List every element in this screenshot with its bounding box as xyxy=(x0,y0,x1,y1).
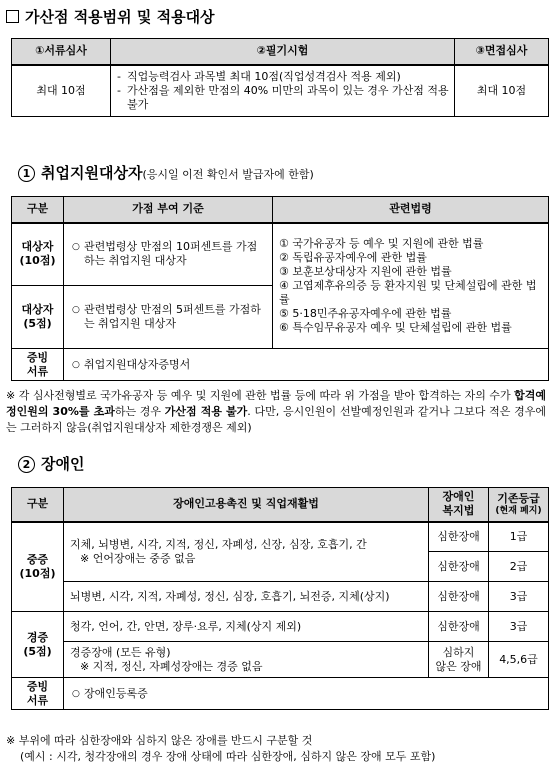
proof-label: 증빙 서류 xyxy=(12,678,64,710)
header-employment-act: 장애인고용촉진 및 직업재활법 xyxy=(64,488,429,522)
proof-label: 증빙 서류 xyxy=(12,349,64,381)
proof-text: ○ 취업지원대상자증명서 xyxy=(70,358,542,372)
mild-row1-desc: 청각, 언어, 간, 안면, 장루·요루, 지체(상지 제외) xyxy=(64,612,429,642)
law-item: ⑤ 5·18민주유공자예우에 관한 법률 xyxy=(279,306,452,320)
note-text: . 다만, 응시인원이 선발예정인원과 같거나 그보다 적은 경우에는 그러하지 않음(취업지원대상자 제한경쟁은 제외) xyxy=(6,405,546,434)
severe-row3-desc: 뇌병변, 시각, 지적, 자폐성, 정신, 심장, 호흡기, 뇌전증, 지체(상지) xyxy=(64,582,429,612)
grade-value: 2급 xyxy=(489,552,549,582)
proof-document xyxy=(64,678,549,710)
header-old-grade xyxy=(489,488,549,522)
document-review-score: 최대 10점 xyxy=(12,65,111,117)
severe-category: 중증 (10점) xyxy=(12,522,64,612)
criteria-5pt xyxy=(64,286,273,349)
note-line: (예시 : 시각, 청각장애의 경우 장애 상태에 따라 심한장애, 심하지 않은 장애 모두 포함) xyxy=(20,750,436,763)
section1-heading xyxy=(18,162,314,183)
section-number-badge: 2 xyxy=(18,456,35,473)
note-line: ※ 부위에 따라 심한장애와 심하지 않은 장애를 반드시 구분할 것 xyxy=(6,734,313,747)
category-10pt: 대상자 (10점) xyxy=(12,223,64,286)
proof-text: ○ 장애인등록증 xyxy=(70,687,542,701)
welfare-value: 심하지 않은 장애 xyxy=(429,642,489,678)
section1-subtitle: (응시일 이전 확인서 발급자에 한함) xyxy=(142,168,314,181)
law-item: ③ 보훈보상대상자 지원에 관한 법률 xyxy=(279,264,452,278)
interview-score: 최대 10점 xyxy=(455,65,549,117)
grade-value: 3급 xyxy=(489,612,549,642)
criteria-10pt xyxy=(64,223,273,286)
section2-title: 장애인 xyxy=(41,455,85,473)
criteria-text: ○ 관련법령상 만점의 10퍼센트를 가점하는 취업지원 대상자 xyxy=(70,240,266,268)
old-grade-title: 기존등급 xyxy=(497,491,540,505)
veterans-table xyxy=(11,196,549,381)
law-item: ④ 고엽제후유의증 등 환자지원 및 단체설립에 관한 법률 xyxy=(279,278,537,306)
section2-note xyxy=(6,733,546,765)
grade-value: 3급 xyxy=(489,582,549,612)
section2-heading xyxy=(18,453,84,474)
disability-table xyxy=(11,487,549,710)
section1-title: 취업지원대상자 xyxy=(41,164,143,182)
written-exam-rule: - 직업능력검사 과목별 최대 10점(직업성격검사 적용 제외) xyxy=(115,70,450,84)
header-document-review: ①서류심사 xyxy=(12,39,111,65)
grade-value: 4,5,6급 xyxy=(489,642,549,678)
scoring-table xyxy=(11,38,549,117)
header-interview: ③면접심사 xyxy=(455,39,549,65)
section-number-badge: 1 xyxy=(18,165,35,182)
note-text: ※ 각 심사전형별로 국가유공자 등 예우 및 지원에 관한 법률 등에 따라 위 가점을 받아 합격하는 자의 수가 xyxy=(6,389,515,402)
section1-note xyxy=(6,388,546,436)
written-exam-rules xyxy=(111,65,455,117)
welfare-value: 심한장애 xyxy=(429,582,489,612)
criteria-text: ○ 관련법령상 만점의 5퍼센트를 가점하는 취업지원 대상자 xyxy=(70,303,266,331)
note-text: 하는 경우 xyxy=(114,405,165,418)
severe-desc-text: 지체, 뇌병변, 시각, 지적, 정신, 자폐성, 신장, 심장, 호흡기, 간 xyxy=(70,537,367,551)
mild-category: 경증 (5점) xyxy=(12,612,64,678)
header-category: 구분 xyxy=(12,488,64,522)
welfare-value: 심한장애 xyxy=(429,522,489,552)
header-laws: 관련법령 xyxy=(273,197,549,223)
law-list xyxy=(273,223,549,349)
proof-document xyxy=(64,349,549,381)
written-exam-rule: - 가산점을 제외한 만점의 40% 미만의 과목이 있는 경우 가산점 적용 불가 xyxy=(115,84,450,112)
welfare-value: 심한장애 xyxy=(429,552,489,582)
welfare-value: 심한장애 xyxy=(429,612,489,642)
mild-row2-desc xyxy=(64,642,429,678)
law-item: ② 독립유공자예우에 관한 법률 xyxy=(279,250,427,264)
mild-desc-text: 경증장애 (모든 유형) xyxy=(70,645,171,659)
header-category: 구분 xyxy=(12,197,64,223)
header-welfare-act: 장애인 복지법 xyxy=(429,488,489,522)
severe-description xyxy=(64,522,429,582)
section-title xyxy=(6,6,215,27)
category-5pt: 대상자 (5점) xyxy=(12,286,64,349)
note-emphasis: 가산점 적용 불가 xyxy=(164,405,248,418)
law-item: ⑥ 특수임무유공자 예우 및 단체설립에 관한 법률 xyxy=(279,320,512,334)
grade-value: 1급 xyxy=(489,522,549,552)
header-criteria: 가점 부여 기준 xyxy=(64,197,273,223)
section-title-text: 가산점 적용범위 및 적용대상 xyxy=(25,8,215,26)
old-grade-sub: (현재 폐지) xyxy=(495,505,542,516)
header-written-exam: ②필기시험 xyxy=(111,39,455,65)
checkbox-square-icon xyxy=(6,10,19,23)
law-item: ① 국가유공자 등 예우 및 지원에 관한 법률 xyxy=(279,236,484,250)
note-emphasis: 합격예정인원의 30%를 초과 xyxy=(6,389,546,418)
severe-note-text: ※ 언어장애는 중증 없음 xyxy=(80,551,196,565)
mild-note-text: ※ 지적, 정신, 자폐성장애는 경증 없음 xyxy=(80,659,263,673)
